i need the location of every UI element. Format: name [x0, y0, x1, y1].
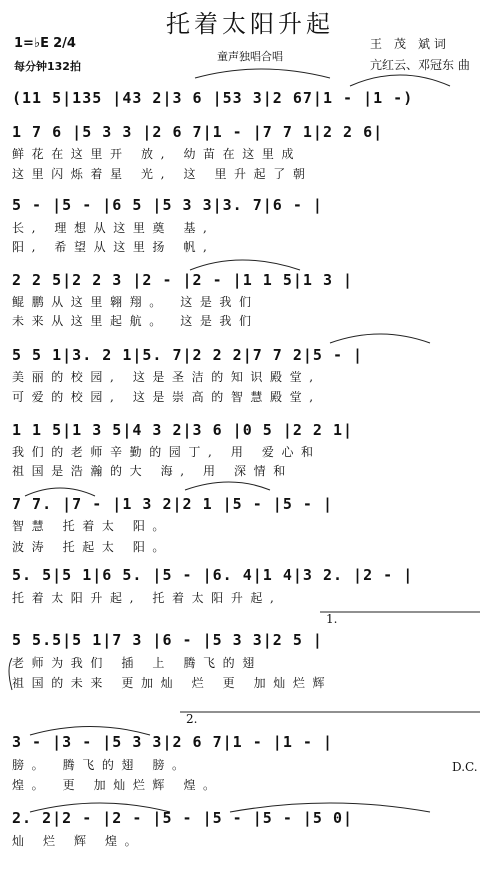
credits-block	[370, 34, 495, 76]
staff-system	[12, 730, 488, 754]
lyricist-credit: 王 茂 斌 词	[370, 37, 446, 51]
lyric-line: 祖国的未来 更加灿 烂 更 加灿烂辉	[12, 676, 333, 690]
lyric-line: 美丽的校园, 这是圣洁的知识殿堂,	[12, 370, 321, 384]
lyric-line: 膀。 腾飞的翅 膀。	[12, 758, 192, 772]
staff-system	[12, 628, 488, 652]
lyric-line: 长, 理想从这里奠 基,	[12, 221, 215, 235]
lyric-line: 阳, 希望从这里扬 帆,	[12, 240, 215, 254]
staff-system	[12, 563, 488, 587]
slur	[350, 75, 450, 86]
notation-line: 7 7. |7 - |1 3 2|2 1 |5 - |5 - |	[12, 495, 333, 513]
notation-line: 2 2 5|2 2 3 |2 - |2 - |1 1 5|1 3 |	[12, 271, 354, 289]
staff-system	[12, 120, 488, 144]
lyric-line: 这里闪烁着星 光, 这 里升起了朝	[12, 167, 313, 181]
notation-line: 1 1 5|1 3 5|4 3 2|3 6 |0 5 |2 2 1|	[12, 421, 354, 439]
lyric-line: 鲲鹏从这里翱翔。 这是我们	[12, 295, 259, 309]
lyric-line: 煌。 更 加灿烂辉 煌。	[12, 778, 223, 792]
staff-system	[12, 343, 488, 367]
notation-line: (11 5|135 |43 2|3 6 |53 3|2 67|1 - |1 -)	[12, 89, 414, 107]
staff-system	[12, 268, 488, 292]
slur	[330, 334, 430, 343]
time-signature: 2/4	[53, 36, 76, 51]
key-signature: 1=♭E	[14, 36, 49, 51]
notation-line: 5. 5|5 1|6 5. |5 - |6. 4|1 4|3 2. |2 - |	[12, 566, 414, 584]
key-and-tempo	[14, 36, 81, 74]
notation-line: 3 - |3 - |5 3 3|2 6 7|1 - |1 - |	[12, 733, 333, 751]
staff-system	[12, 193, 488, 217]
composer-credit: 亢红云、邓冠东 曲	[370, 58, 470, 72]
lyric-line: 智慧 托着太 阳。	[12, 519, 173, 533]
staff-system	[12, 418, 488, 442]
da-capo-marking: D.C.	[452, 760, 478, 774]
staff-system	[12, 86, 488, 110]
second-ending-label: 2.	[186, 712, 198, 726]
notation-line: 5 5.5|5 1|7 3 |6 - |5 3 3|2 5 |	[12, 631, 323, 649]
tempo-marking: 每分钟132拍	[14, 60, 81, 73]
lyric-line: 老师为我们 插 上 腾飞的翅	[12, 656, 262, 670]
lyric-line: 鲜花在这里开 放, 幼苗在这里成	[12, 147, 302, 161]
lyric-line: 波涛 托起太 阳。	[12, 540, 173, 554]
notation-line: 1 7 6 |5 3 3 |2 6 7|1 - |7 7 1|2 2 6|	[12, 123, 384, 141]
notation-line: 5 - |5 - |6 5 |5 3 3|3. 7|6 - |	[12, 196, 323, 214]
staff-system	[12, 492, 488, 516]
slur	[185, 482, 270, 490]
song-subtitle: 童声独唱合唱	[217, 50, 283, 63]
notation-line: 5 5 1|3. 2 1|5. 7|2 2 2|7 7 2|5 - |	[12, 346, 364, 364]
lyric-line: 我们的老师辛勤的园丁, 用 爱心和	[12, 445, 321, 459]
lyric-line: 可爱的校园, 这是崇高的智慧殿堂,	[12, 390, 321, 404]
song-title: 托着太阳升起	[166, 10, 334, 38]
first-ending-label: 1.	[326, 612, 338, 626]
slur	[195, 69, 330, 78]
lyric-line: 祖国是浩瀚的大 海, 用 深情和	[12, 464, 293, 478]
lyric-line: 未来从这里起航。 这是我们	[12, 314, 259, 328]
lyric-line: 托着太阳升起, 托着太阳升起,	[12, 591, 282, 605]
staff-system	[12, 806, 488, 830]
lyric-line: 灿 烂 辉 煌。	[12, 834, 145, 848]
notation-line: 2. 2|2 - |2 - |5 - |5 - |5 - |5 0|	[12, 809, 354, 827]
